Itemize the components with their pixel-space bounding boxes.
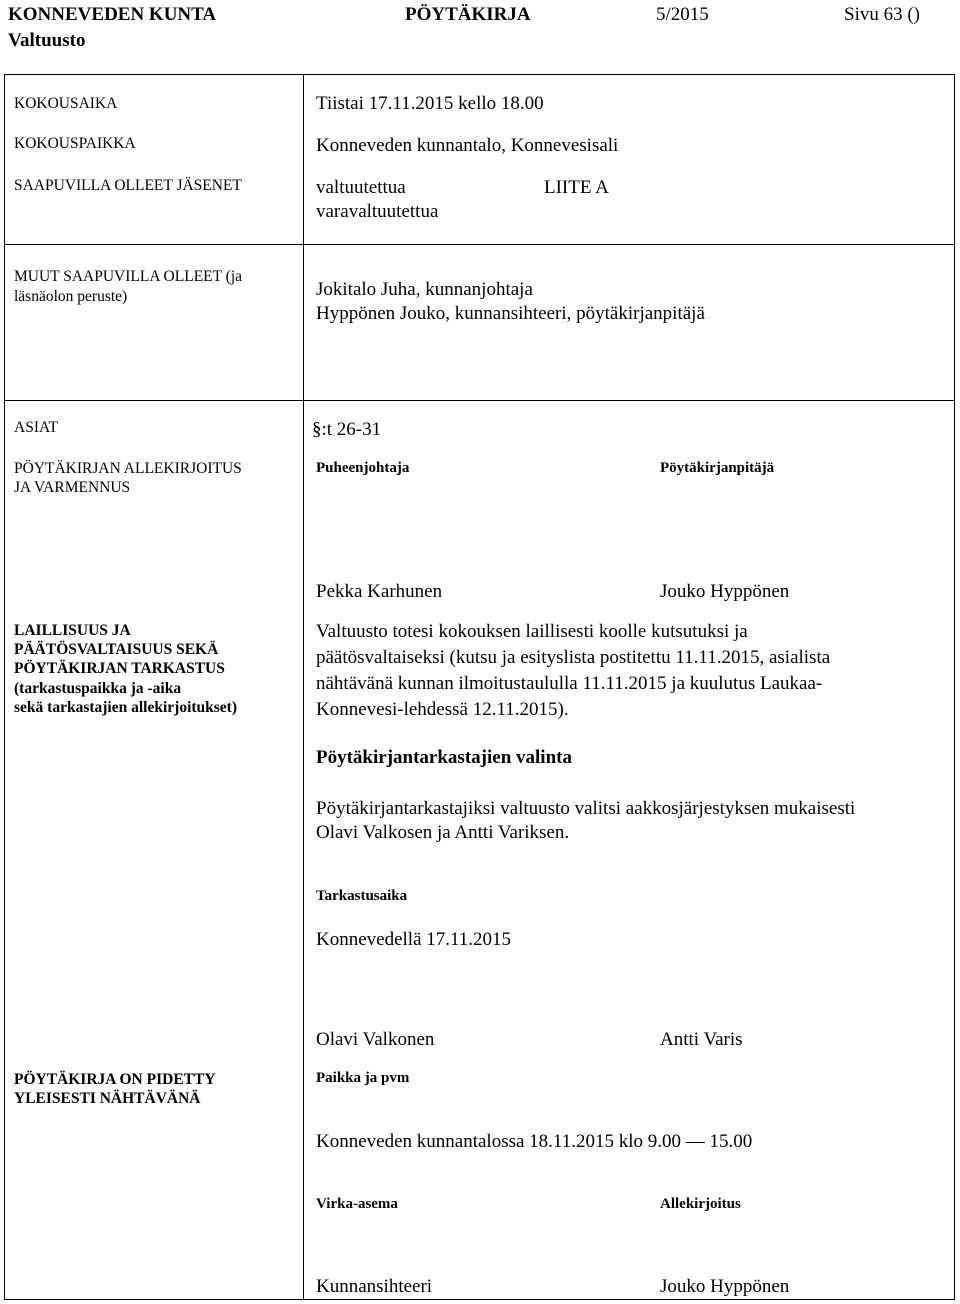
other-person-1: Jokitalo Juha, kunnanjohtaja [316, 279, 533, 300]
members-attachment: LIITE A [544, 177, 609, 198]
signatures-label: PÖYTÄKIRJAN ALLEKIRJOITUS [14, 460, 242, 477]
legality-label-5: sekä tarkastajien allekirjoitukset) [14, 699, 238, 716]
place-date-value: Konneveden kunnantalossa 18.11.2015 klo 9.00 — 15.00 [316, 1131, 753, 1152]
review-place-date: Konnevedellä 17.11.2015 [316, 929, 512, 950]
column-divider [303, 74, 304, 1300]
matters-value: §:t 26-31 [312, 419, 382, 440]
organization-name: KONNEVEDEN KUNTA [8, 4, 217, 25]
legality-label: LAILLISUUS JA [14, 622, 131, 639]
row-divider [4, 400, 955, 401]
secretary-title: Pöytäkirjanpitäjä [660, 460, 775, 476]
chair-title: Puheenjohtaja [316, 460, 410, 476]
other-person-2: Hyppönen Jouko, kunnansihteeri, pöytäkirjanpitäjä [316, 303, 705, 324]
reviewer-2-name: Antti Varis [660, 1029, 743, 1050]
meeting-place-value: Konneveden kunnantalo, Konnevesisali [316, 135, 619, 156]
reviewer-1-name: Olavi Valkonen [316, 1029, 435, 1050]
document-type: PÖYTÄKIRJA [405, 4, 531, 25]
public-display-label-2: YLEISESTI NÄHTÄVÄNÄ [14, 1090, 201, 1107]
meeting-place-label: KOKOUSPAIKKA [14, 135, 136, 152]
members-present-label: SAAPUVILLA OLLEET JÄSENET [14, 177, 242, 194]
body-name: Valtuusto [8, 30, 86, 51]
legality-text-line-3: nähtävänä kunnan ilmoitustaululla 11.11.2015 ja kuulutus Laukaa- [316, 673, 823, 694]
signatures-label-2: JA VARMENNUS [14, 479, 131, 496]
signature-label: Allekirjoitus [660, 1196, 741, 1212]
position-value: Kunnansihteeri [316, 1276, 433, 1297]
document-number: 5/2015 [656, 4, 709, 25]
others-present-label-2: läsnäolon peruste) [14, 288, 128, 305]
public-display-label: PÖYTÄKIRJA ON PIDETTY [14, 1071, 216, 1088]
page-number: Sivu 63 () [844, 4, 920, 25]
legality-label-2: PÄÄTÖSVALTAISUUS SEKÄ [14, 641, 219, 658]
position-label: Virka-asema [316, 1196, 398, 1212]
legality-label-4: (tarkastuspaikka ja -aika [14, 680, 182, 697]
meeting-time-label: KOKOUSAIKA [14, 95, 118, 112]
legality-text-line-4: Konnevesi-lehdessä 12.11.2015). [316, 699, 569, 720]
reviewers-heading: Pöytäkirjantarkastajien valinta [316, 747, 572, 768]
row-divider [4, 244, 955, 245]
reviewers-text-line-1: Pöytäkirjantarkastajiksi valtuusto valitsi aakkosjärjestyksen mukaisesti [316, 798, 856, 819]
meeting-time-value: Tiistai 17.11.2015 kello 18.00 [316, 93, 544, 114]
matters-label: ASIAT [14, 419, 58, 436]
signer-name: Jouko Hyppönen [660, 1276, 790, 1297]
legality-text-line-1: Valtuusto totesi kokouksen laillisesti koolle kutsutuksi ja [316, 621, 748, 642]
others-present-label: MUUT SAAPUVILLA OLLEET (ja [14, 268, 243, 285]
secretary-name: Jouko Hyppönen [660, 581, 790, 602]
reviewers-text-line-2: Olavi Valkosen ja Antti Variksen. [316, 822, 570, 843]
members-count-line: valtuutettua [316, 177, 406, 198]
legality-text-line-2: päätösvaltaiseksi (kutsu ja esityslista postitettu 11.11.2015, asialista [316, 647, 831, 668]
chair-name: Pekka Karhunen [316, 581, 443, 602]
deputies-count-line: varavaltuutettua [316, 201, 439, 222]
review-time-label: Tarkastusaika [316, 888, 408, 904]
legality-label-3: PÖYTÄKIRJAN TARKASTUS [14, 660, 225, 677]
place-date-label: Paikka ja pvm [316, 1070, 410, 1086]
